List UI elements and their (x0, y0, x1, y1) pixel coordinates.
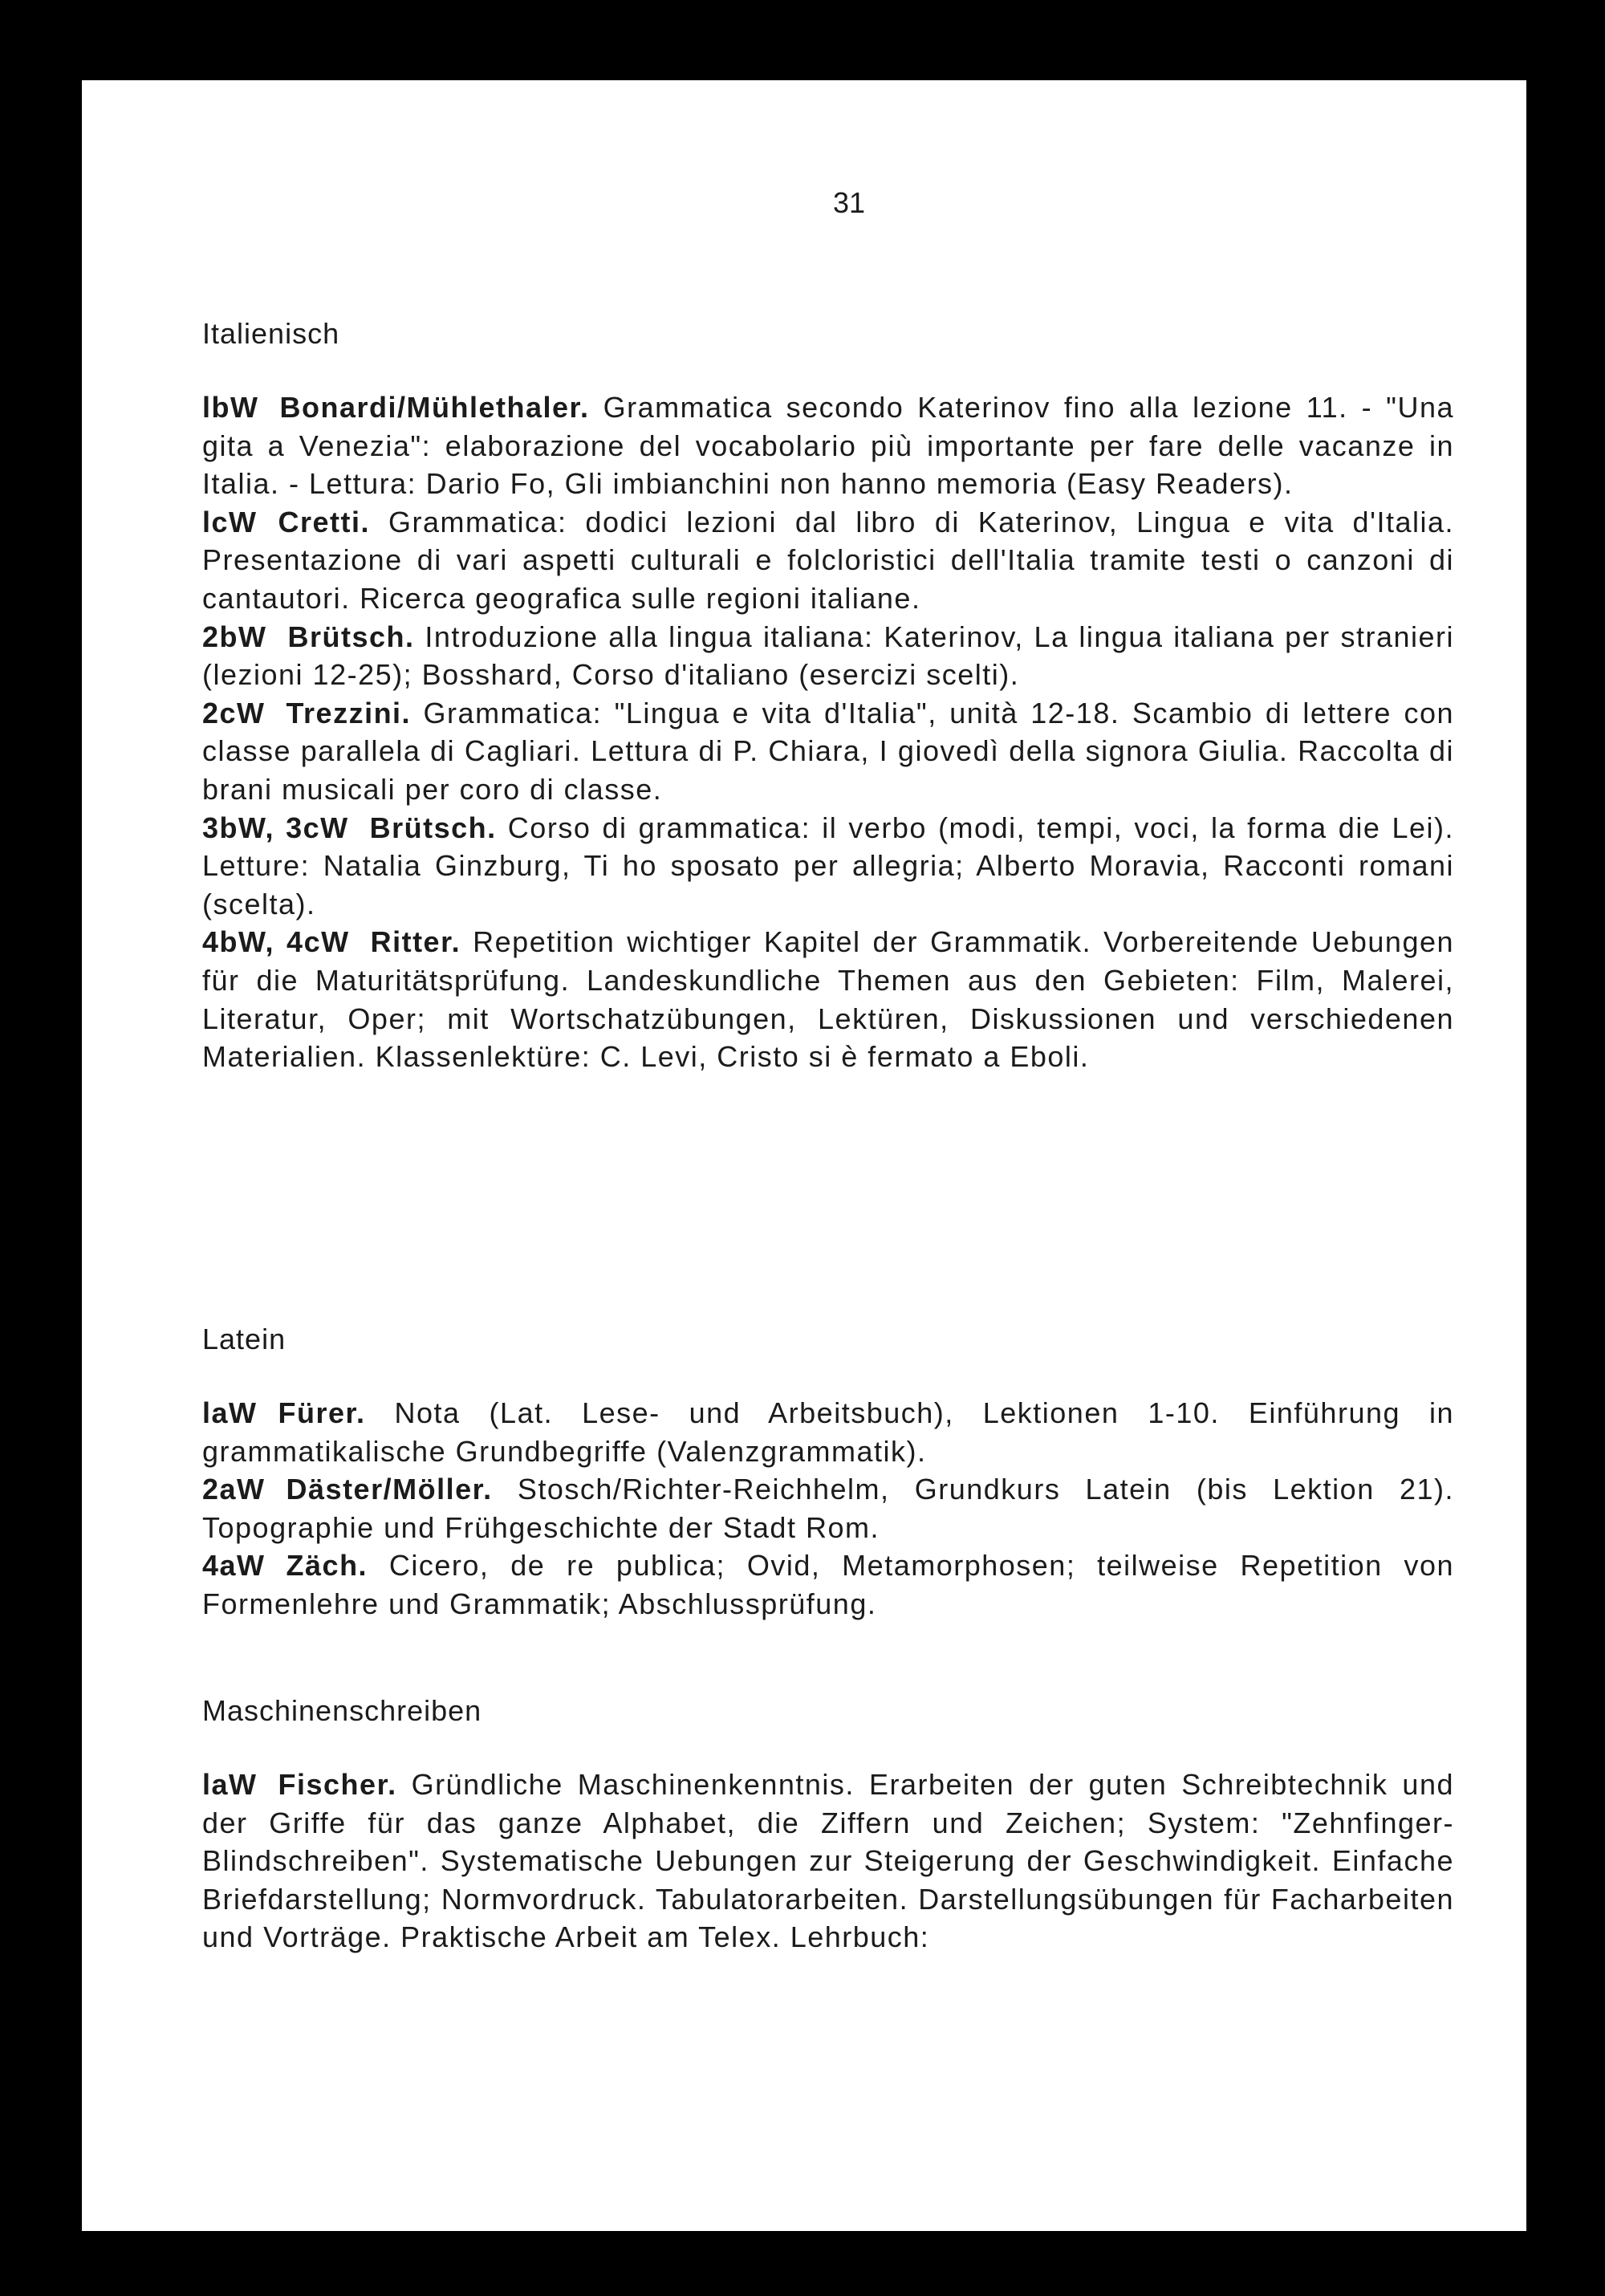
teacher-name: Ritter. (370, 925, 461, 959)
course-entry (202, 923, 1454, 1075)
class-code: lcW (202, 505, 258, 538)
teacher-name: Cretti. (278, 505, 371, 538)
course-entry (202, 809, 1454, 924)
teacher-name: Fürer. (278, 1396, 366, 1429)
course-description: Grammatica: "Lingua e vita d'Italia", unità 12-18. Scambio di lettere con classe parallela di Cagliari. Lettura di P. Chiara, I giovedì della signora Giulia. Raccolta di brani musicali per coro di classe. (202, 696, 1454, 806)
teacher-name: Bonardi/Mühlethaler. (279, 391, 590, 424)
class-code: 2bW (202, 620, 267, 653)
class-code: 4bW, 4cW (202, 925, 350, 959)
section-latein-entries (202, 1394, 1454, 1623)
section-heading: Maschinenschreiben (202, 1694, 482, 1727)
course-description: Cicero, de re publica; Ovid, Metamorphosen; teilweise Repetition von Formenlehre und Grammatik; Abschlussprüfung. (202, 1549, 1454, 1620)
course-entry (202, 694, 1454, 809)
course-description: Introduzione alla lingua italiana: Katerinov, La lingua italiana per stranieri (lezioni 12-25); Bosshard, Corso d'italiano (esercizi scelti). (202, 620, 1454, 692)
document-page (82, 80, 1526, 2231)
section-italienisch-entries (202, 388, 1454, 1076)
class-code: 4aW (202, 1549, 266, 1583)
section-italienisch (202, 317, 1454, 351)
course-entry (202, 503, 1454, 618)
teacher-name: Fischer. (278, 1768, 397, 1801)
class-code: 2cW (202, 696, 266, 729)
course-description: Stosch/Richter-Reichhelm, Grundkurs Latein (bis Lektion 21). Topographie und Frühgeschichte der Stadt Rom. (202, 1473, 1454, 1544)
section-maschinenschreiben-entries (202, 1766, 1454, 1957)
teacher-name: Trezzini. (286, 696, 412, 729)
teacher-name: Brütsch. (287, 620, 415, 653)
course-entry (202, 388, 1454, 503)
class-code: laW (202, 1396, 258, 1429)
class-code: 2aW (202, 1473, 266, 1506)
section-maschinenschreiben (202, 1694, 1454, 1728)
course-entry (202, 1394, 1454, 1470)
teacher-name: Däster/Möller. (286, 1473, 493, 1506)
class-code: 3bW, 3cW (202, 811, 349, 844)
class-code: laW (202, 1768, 258, 1801)
course-entry (202, 1546, 1454, 1623)
course-entry (202, 1470, 1454, 1546)
course-description: Nota (Lat. Lese- und Arbeitsbuch), Lektionen 1-10. Einführung in grammatikalische Grundbegriffe (Valenzgrammatik). (202, 1396, 1454, 1468)
section-heading: Latein (202, 1323, 286, 1355)
course-entry (202, 618, 1454, 694)
section-latein (202, 1323, 1454, 1356)
course-description: Grammatica secondo Katerinov fino alla lezione 11. - "Una gita a Venezia": elaborazione del vocabolario più importante per fare delle vacanze in Italia. - Lettura: Dario Fo, Gli imbianchini non hanno memoria (Easy Readers). (202, 391, 1454, 501)
course-description: Grammatica: dodici lezioni dal libro di Katerinov, Lingua e vita d'Italia. Presentazione di vari aspetti culturali e folcloristici dell'Italia tramite testi o canzoni di cantautori. Ricerca geografica sulle regioni italiane. (202, 505, 1454, 615)
class-code: lbW (202, 391, 259, 424)
course-entry (202, 1766, 1454, 1957)
course-description: Corso di grammatica: il verbo (modi, tempi, voci, la forma die Lei). Letture: Natalia Ginzburg, Ti ho sposato per allegria; Alberto Moravia, Racconti romani (scelta). (202, 811, 1454, 920)
teacher-name: Brütsch. (369, 811, 497, 844)
course-description: Repetition wichtiger Kapitel der Grammatik. Vorbereitende Uebungen für die Maturitätsprüfung. Landeskundliche Themen aus den Gebieten: Film, Malerei, Literatur, Oper; mit Wortschatzübungen, Lektüren, Diskussionen und verschiedenen Materialien. Klassenlektüre: C. Levi, Cristo si è fermato a Eboli. (202, 925, 1455, 1074)
teacher-name: Zäch. (286, 1549, 368, 1583)
course-description: Gründliche Maschinenkenntnis. Erarbeiten der guten Schreibtechnik und der Griffe für das ganze Alphabet, die Ziffern und Zeichen; System: "Zehnfinger-Blindschreiben". Systematische Uebungen zur Steigerung der Geschwindigkeit. Einfache Briefdarstellung; Normvordruck. Tabulatorarbeiten. Darstellungsübungen für Facharbeiten und Vorträge. Praktische Arbeit am Telex. Lehrbuch: (202, 1768, 1454, 1954)
page-number: 31 (832, 186, 866, 219)
section-heading: Italienisch (202, 317, 340, 350)
